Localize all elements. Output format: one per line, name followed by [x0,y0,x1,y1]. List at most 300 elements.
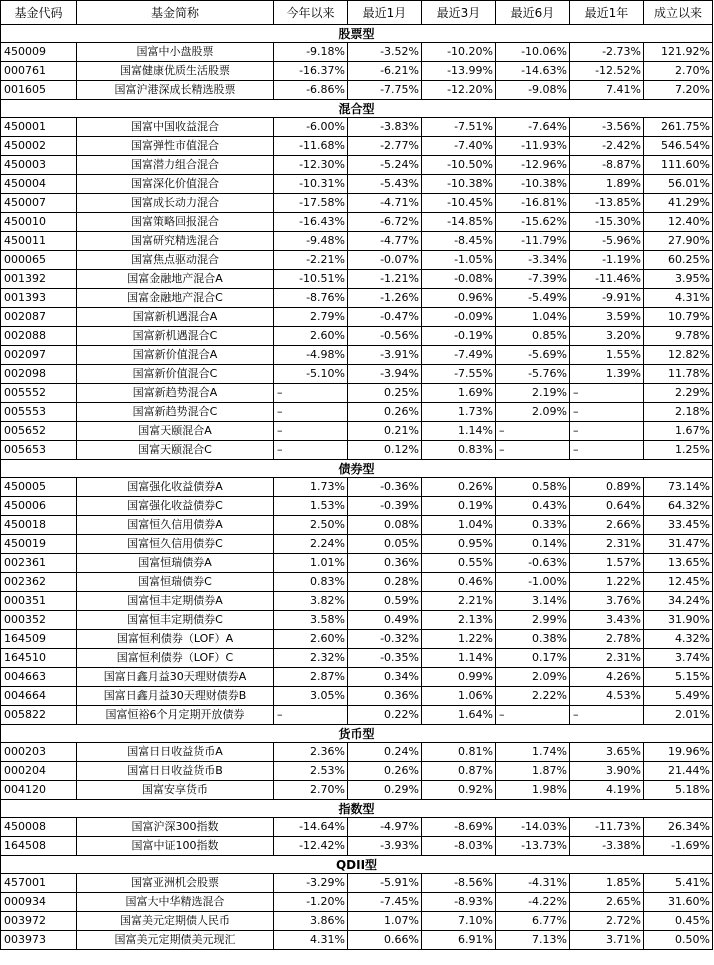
table-row [1,118,713,137]
6m-return-cell: 0.38% [496,630,570,649]
1m-return-cell: -6.72% [348,213,422,232]
6m-return-cell: -1.00% [496,573,570,592]
3m-return-cell: -8.03% [422,837,496,856]
since-inception-return-cell: 26.34% [644,818,713,837]
6m-return-cell: 7.13% [496,931,570,950]
ytd-return-cell: 2.60% [274,327,348,346]
1y-return-cell: 7.41% [570,81,644,100]
1y-return-cell: 3.43% [570,611,644,630]
6m-return-cell: 0.14% [496,535,570,554]
table-row [1,893,713,912]
1m-return-cell: -3.83% [348,118,422,137]
3m-return-cell: 1.69% [422,384,496,403]
3m-return-cell: 0.99% [422,668,496,687]
since-inception-return-cell: 2.01% [644,706,713,725]
fund-code-cell: 002087 [1,308,77,327]
fund-code-cell: 004664 [1,687,77,706]
6m-return-cell: -12.96% [496,156,570,175]
1m-return-cell: -0.35% [348,649,422,668]
table-row [1,818,713,837]
1m-return-cell: -2.77% [348,137,422,156]
since-inception-return-cell: 10.79% [644,308,713,327]
fund-code-cell: 005652 [1,422,77,441]
table-body [1,1,713,950]
fund-code-cell: 450007 [1,194,77,213]
since-inception-return-cell: 4.31% [644,289,713,308]
1y-return-cell: 4.26% [570,668,644,687]
1m-return-cell: -5.91% [348,874,422,893]
since-inception-return-cell: 60.25% [644,251,713,270]
6m-return-cell: 1.74% [496,743,570,762]
3m-return-cell: -12.20% [422,81,496,100]
since-inception-return-cell: 0.50% [644,931,713,950]
since-inception-return-cell: 31.47% [644,535,713,554]
3m-return-cell: 0.96% [422,289,496,308]
ytd-return-cell: 2.79% [274,308,348,327]
1m-return-cell: 0.49% [348,611,422,630]
1m-return-cell: -4.77% [348,232,422,251]
3m-return-cell: -14.85% [422,213,496,232]
1y-return-cell: – [570,706,644,725]
3m-return-cell: -0.09% [422,308,496,327]
1y-return-cell: -3.56% [570,118,644,137]
fund-code-cell: 450003 [1,156,77,175]
ytd-return-cell: -12.42% [274,837,348,856]
1y-return-cell: – [570,422,644,441]
ytd-return-cell: 3.05% [274,687,348,706]
1m-return-cell: -5.43% [348,175,422,194]
table-row [1,554,713,573]
section-header-row [1,100,713,118]
1y-return-cell: 1.89% [570,175,644,194]
ytd-return-cell: -9.48% [274,232,348,251]
col-header-1m: 最近1月 [348,1,422,25]
6m-return-cell: 0.43% [496,497,570,516]
6m-return-cell: -3.34% [496,251,570,270]
fund-name-cell: 国富强化收益债券C [77,497,274,516]
table-row [1,762,713,781]
table-row [1,931,713,950]
3m-return-cell: 1.22% [422,630,496,649]
ytd-return-cell: -17.58% [274,194,348,213]
1y-return-cell: 0.64% [570,497,644,516]
fund-name-cell: 国富新价值混合A [77,346,274,365]
ytd-return-cell: 2.60% [274,630,348,649]
ytd-return-cell: -14.64% [274,818,348,837]
fund-code-cell: 005552 [1,384,77,403]
fund-name-cell: 国富弹性市值混合 [77,137,274,156]
1y-return-cell: – [570,403,644,422]
ytd-return-cell: 1.73% [274,478,348,497]
fund-name-cell: 国富亚洲机会股票 [77,874,274,893]
1m-return-cell: 0.08% [348,516,422,535]
fund-code-cell: 450009 [1,43,77,62]
1m-return-cell: -6.21% [348,62,422,81]
1m-return-cell: 0.26% [348,762,422,781]
ytd-return-cell: -16.37% [274,62,348,81]
1m-return-cell: -0.39% [348,497,422,516]
section-header-row [1,25,713,43]
fund-name-cell: 国富恒丰定期债券A [77,592,274,611]
table-row [1,630,713,649]
col-header-ytd: 今年以来 [274,1,348,25]
table-row [1,384,713,403]
6m-return-cell: -11.79% [496,232,570,251]
fund-name-cell: 国富焦点驱动混合 [77,251,274,270]
6m-return-cell: -5.69% [496,346,570,365]
ytd-return-cell: -11.68% [274,137,348,156]
6m-return-cell: 3.14% [496,592,570,611]
since-inception-return-cell: 12.45% [644,573,713,592]
since-inception-return-cell: 5.18% [644,781,713,800]
table-row [1,687,713,706]
fund-name-cell: 国富策略回报混合 [77,213,274,232]
1m-return-cell: -3.52% [348,43,422,62]
ytd-return-cell: 0.83% [274,573,348,592]
table-row [1,175,713,194]
ytd-return-cell: – [274,422,348,441]
1m-return-cell: 0.59% [348,592,422,611]
since-inception-return-cell: 31.90% [644,611,713,630]
1m-return-cell: 1.07% [348,912,422,931]
table-row [1,365,713,384]
ytd-return-cell: -3.29% [274,874,348,893]
6m-return-cell: 0.58% [496,478,570,497]
fund-code-cell: 450005 [1,478,77,497]
since-inception-return-cell: 33.45% [644,516,713,535]
3m-return-cell: 0.83% [422,441,496,460]
fund-name-cell: 国富中小盘股票 [77,43,274,62]
since-inception-return-cell: 261.75% [644,118,713,137]
fund-name-cell: 国富天颐混合C [77,441,274,460]
fund-code-cell: 002088 [1,327,77,346]
3m-return-cell: 0.87% [422,762,496,781]
table-row [1,535,713,554]
1m-return-cell: -3.94% [348,365,422,384]
since-inception-return-cell: 3.95% [644,270,713,289]
6m-return-cell: 2.19% [496,384,570,403]
3m-return-cell: -7.51% [422,118,496,137]
ytd-return-cell: 2.53% [274,762,348,781]
table-row [1,137,713,156]
6m-return-cell: 2.22% [496,687,570,706]
1m-return-cell: -7.45% [348,893,422,912]
fund-code-cell: 001393 [1,289,77,308]
table-row [1,194,713,213]
3m-return-cell: 0.81% [422,743,496,762]
fund-code-cell: 450019 [1,535,77,554]
1y-return-cell: 1.57% [570,554,644,573]
table-row [1,516,713,535]
1m-return-cell: 0.25% [348,384,422,403]
since-inception-return-cell: 4.32% [644,630,713,649]
1y-return-cell: -15.30% [570,213,644,232]
1m-return-cell: 0.05% [348,535,422,554]
ytd-return-cell: 3.82% [274,592,348,611]
6m-return-cell: 0.85% [496,327,570,346]
fund-name-cell: 国富新趋势混合C [77,403,274,422]
1y-return-cell: 2.65% [570,893,644,912]
6m-return-cell: 0.33% [496,516,570,535]
since-inception-return-cell: 19.96% [644,743,713,762]
3m-return-cell: -8.93% [422,893,496,912]
3m-return-cell: 0.19% [422,497,496,516]
fund-code-cell: 450010 [1,213,77,232]
6m-return-cell: -10.38% [496,175,570,194]
3m-return-cell: 1.04% [422,516,496,535]
1m-return-cell: -3.93% [348,837,422,856]
fund-name-cell: 国富恒裕6个月定期开放债券 [77,706,274,725]
1m-return-cell: 0.34% [348,668,422,687]
fund-code-cell: 002361 [1,554,77,573]
fund-name-cell: 国富恒久信用债券C [77,535,274,554]
fund-name-cell: 国富恒久信用债券A [77,516,274,535]
col-header-name: 基金简称 [77,1,274,25]
fund-name-cell: 国富中国收益混合 [77,118,274,137]
fund-name-cell: 国富大中华精选混合 [77,893,274,912]
table-row [1,611,713,630]
since-inception-return-cell: 64.32% [644,497,713,516]
table-row [1,156,713,175]
6m-return-cell: -4.31% [496,874,570,893]
table-row [1,706,713,725]
1y-return-cell: -11.46% [570,270,644,289]
3m-return-cell: 0.95% [422,535,496,554]
1m-return-cell: 0.24% [348,743,422,762]
section-title: 债券型 [1,460,713,478]
1y-return-cell: 0.89% [570,478,644,497]
table-row [1,912,713,931]
ytd-return-cell: 2.87% [274,668,348,687]
fund-code-cell: 457001 [1,874,77,893]
1y-return-cell: -9.91% [570,289,644,308]
6m-return-cell: 6.77% [496,912,570,931]
fund-code-cell: 164509 [1,630,77,649]
3m-return-cell: -8.69% [422,818,496,837]
ytd-return-cell: – [274,384,348,403]
fund-code-cell: 000204 [1,762,77,781]
table-row [1,422,713,441]
6m-return-cell: -9.08% [496,81,570,100]
1y-return-cell: 4.53% [570,687,644,706]
fund-name-cell: 国富新机遇混合A [77,308,274,327]
fund-code-cell: 450018 [1,516,77,535]
section-title: 股票型 [1,25,713,43]
3m-return-cell: 0.46% [422,573,496,592]
table-row [1,308,713,327]
ytd-return-cell: 4.31% [274,931,348,950]
1m-return-cell: 0.26% [348,403,422,422]
6m-return-cell: – [496,441,570,460]
1m-return-cell: -0.32% [348,630,422,649]
ytd-return-cell: 2.50% [274,516,348,535]
3m-return-cell: -13.99% [422,62,496,81]
fund-code-cell: 000203 [1,743,77,762]
fund-name-cell: 国富深化价值混合 [77,175,274,194]
fund-name-cell: 国富健康优质生活股票 [77,62,274,81]
table-row [1,327,713,346]
6m-return-cell: -4.22% [496,893,570,912]
ytd-return-cell: -2.21% [274,251,348,270]
since-inception-return-cell: 73.14% [644,478,713,497]
since-inception-return-cell: 1.67% [644,422,713,441]
fund-code-cell: 004663 [1,668,77,687]
3m-return-cell: -10.20% [422,43,496,62]
table-row [1,573,713,592]
fund-code-cell: 001392 [1,270,77,289]
1y-return-cell: 3.90% [570,762,644,781]
since-inception-return-cell: 2.29% [644,384,713,403]
table-row [1,592,713,611]
table-row [1,270,713,289]
since-inception-return-cell: 111.60% [644,156,713,175]
fund-name-cell: 国富恒利债券（LOF）C [77,649,274,668]
6m-return-cell: 1.87% [496,762,570,781]
fund-code-cell: 003973 [1,931,77,950]
fund-name-cell: 国富日鑫月益30天理财债券B [77,687,274,706]
3m-return-cell: 1.14% [422,422,496,441]
1y-return-cell: -5.96% [570,232,644,251]
ytd-return-cell: -6.86% [274,81,348,100]
1y-return-cell: 2.31% [570,649,644,668]
1y-return-cell: – [570,384,644,403]
1m-return-cell: -7.75% [348,81,422,100]
fund-code-cell: 005822 [1,706,77,725]
1y-return-cell: 4.19% [570,781,644,800]
3m-return-cell: 1.14% [422,649,496,668]
3m-return-cell: 6.91% [422,931,496,950]
table-row [1,289,713,308]
since-inception-return-cell: 7.20% [644,81,713,100]
fund-name-cell: 国富天颐混合A [77,422,274,441]
3m-return-cell: -7.55% [422,365,496,384]
table-row [1,251,713,270]
fund-name-cell: 国富潜力组合混合 [77,156,274,175]
fund-code-cell: 450004 [1,175,77,194]
fund-name-cell: 国富安享货币 [77,781,274,800]
fund-code-cell: 450011 [1,232,77,251]
table-row [1,213,713,232]
1y-return-cell: 2.66% [570,516,644,535]
fund-name-cell: 国富强化收益债券A [77,478,274,497]
1m-return-cell: 0.36% [348,554,422,573]
col-header-6m: 最近6月 [496,1,570,25]
3m-return-cell: -10.45% [422,194,496,213]
fund-code-cell: 450001 [1,118,77,137]
fund-code-cell: 000934 [1,893,77,912]
fund-name-cell: 国富沪港深成长精选股票 [77,81,274,100]
1m-return-cell: -4.71% [348,194,422,213]
fund-name-cell: 国富日日收益货币A [77,743,274,762]
table-row [1,403,713,422]
6m-return-cell: – [496,422,570,441]
6m-return-cell: 1.98% [496,781,570,800]
1y-return-cell: 1.22% [570,573,644,592]
1m-return-cell: -5.24% [348,156,422,175]
fund-code-cell: 002097 [1,346,77,365]
3m-return-cell: -1.05% [422,251,496,270]
ytd-return-cell: 1.01% [274,554,348,573]
6m-return-cell: 2.99% [496,611,570,630]
fund-name-cell: 国富美元定期债人民币 [77,912,274,931]
since-inception-return-cell: 121.92% [644,43,713,62]
table-row [1,837,713,856]
section-title: 货币型 [1,725,713,743]
fund-name-cell: 国富恒瑞债券C [77,573,274,592]
1m-return-cell: -1.26% [348,289,422,308]
ytd-return-cell: -12.30% [274,156,348,175]
table-row [1,441,713,460]
col-header-code: 基金代码 [1,1,77,25]
fund-name-cell: 国富日日收益货币B [77,762,274,781]
ytd-return-cell: -10.51% [274,270,348,289]
fund-code-cell: 450006 [1,497,77,516]
fund-code-cell: 000065 [1,251,77,270]
3m-return-cell: -0.08% [422,270,496,289]
fund-code-cell: 004120 [1,781,77,800]
fund-name-cell: 国富恒丰定期债券C [77,611,274,630]
1y-return-cell: 3.71% [570,931,644,950]
6m-return-cell: -10.06% [496,43,570,62]
since-inception-return-cell: 5.41% [644,874,713,893]
table-row [1,743,713,762]
section-title: 指数型 [1,800,713,818]
fund-code-cell: 450002 [1,137,77,156]
fund-code-cell: 164510 [1,649,77,668]
6m-return-cell: -0.63% [496,554,570,573]
1m-return-cell: 0.66% [348,931,422,950]
1y-return-cell: -13.85% [570,194,644,213]
since-inception-return-cell: 21.44% [644,762,713,781]
table-row [1,62,713,81]
6m-return-cell: -5.49% [496,289,570,308]
6m-return-cell: 1.04% [496,308,570,327]
ytd-return-cell: -8.76% [274,289,348,308]
1m-return-cell: 0.22% [348,706,422,725]
3m-return-cell: 1.06% [422,687,496,706]
1m-return-cell: -3.91% [348,346,422,365]
3m-return-cell: -8.45% [422,232,496,251]
3m-return-cell: -7.49% [422,346,496,365]
since-inception-return-cell: 11.78% [644,365,713,384]
ytd-return-cell: -4.98% [274,346,348,365]
3m-return-cell: 0.92% [422,781,496,800]
6m-return-cell: -15.62% [496,213,570,232]
6m-return-cell: – [496,706,570,725]
table-row [1,781,713,800]
3m-return-cell: 0.55% [422,554,496,573]
ytd-return-cell: – [274,441,348,460]
since-inception-return-cell: 56.01% [644,175,713,194]
3m-return-cell: -0.19% [422,327,496,346]
1m-return-cell: 0.28% [348,573,422,592]
3m-return-cell: 1.64% [422,706,496,725]
col-header-since-inception: 成立以来 [644,1,713,25]
1y-return-cell: 1.39% [570,365,644,384]
ytd-return-cell: -9.18% [274,43,348,62]
fund-name-cell: 国富成长动力混合 [77,194,274,213]
table-row [1,497,713,516]
1m-return-cell: 0.12% [348,441,422,460]
ytd-return-cell: 2.70% [274,781,348,800]
3m-return-cell: 0.26% [422,478,496,497]
3m-return-cell: 2.13% [422,611,496,630]
since-inception-return-cell: 5.49% [644,687,713,706]
fund-code-cell: 000352 [1,611,77,630]
1y-return-cell: -3.38% [570,837,644,856]
fund-code-cell: 450008 [1,818,77,837]
fund-code-cell: 000351 [1,592,77,611]
